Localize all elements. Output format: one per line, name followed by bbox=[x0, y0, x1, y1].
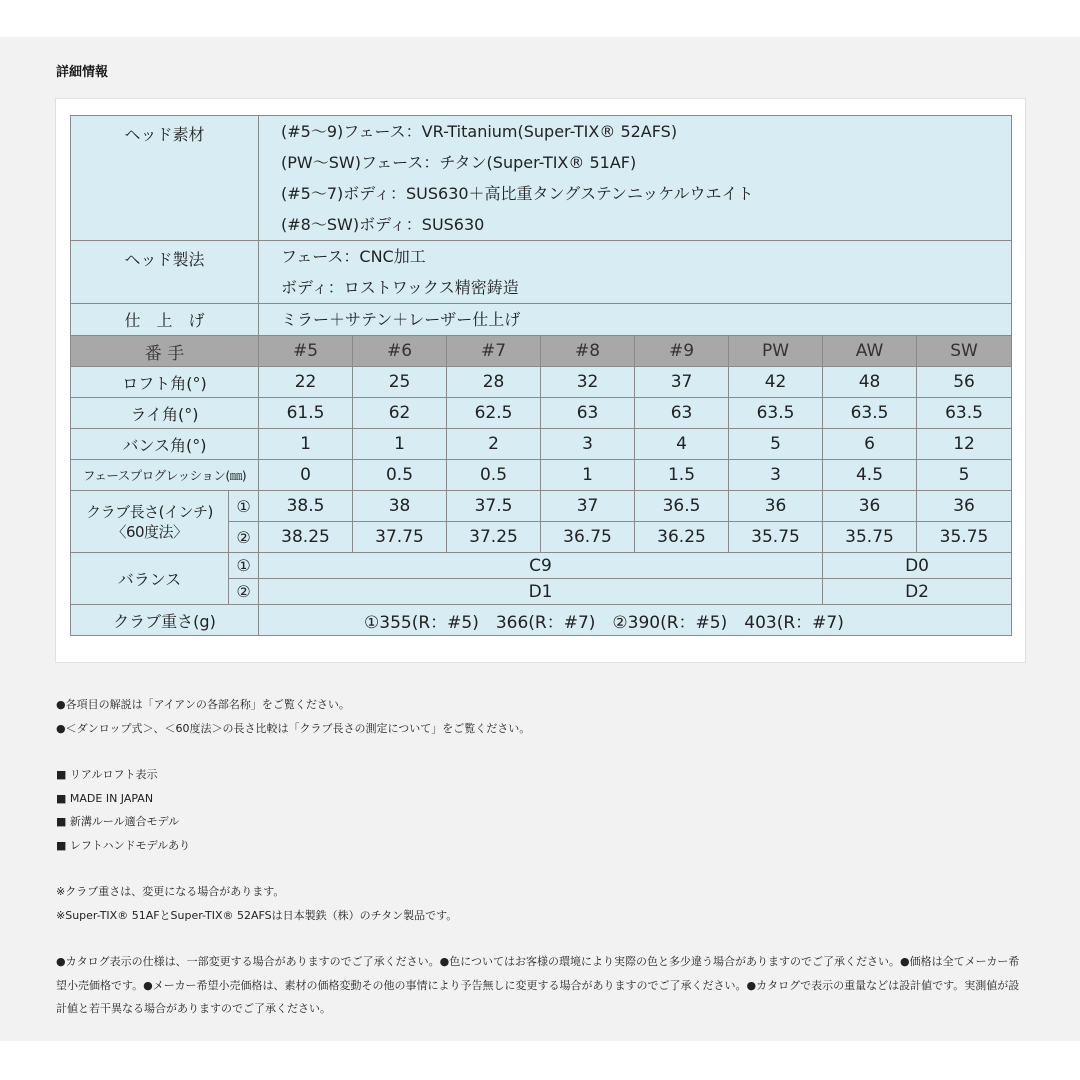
club-number: AW bbox=[823, 336, 917, 367]
club-number-label: 番 手 bbox=[71, 336, 259, 367]
spec-row-method bbox=[71, 241, 1012, 304]
length-value: 36 bbox=[823, 491, 917, 522]
bounce-value: 3 bbox=[541, 429, 635, 460]
loft-value: 22 bbox=[259, 367, 353, 398]
lie-label: ライ角(°) bbox=[71, 398, 259, 429]
feature-item: ■ MADE IN JAPAN bbox=[56, 791, 154, 805]
bounce-value: 12 bbox=[917, 429, 1012, 460]
bounce-value: 2 bbox=[447, 429, 541, 460]
length-value: 37.75 bbox=[353, 522, 447, 553]
length-label bbox=[71, 491, 229, 553]
material-line: (#5～9)フェース：VR-Titanium(Super-TIX® 52AFS) bbox=[281, 122, 678, 141]
length-value: 38 bbox=[353, 491, 447, 522]
spec-row-weight bbox=[71, 605, 1012, 636]
loft-value: 28 bbox=[447, 367, 541, 398]
length-value: 37 bbox=[541, 491, 635, 522]
club-number: #8 bbox=[541, 336, 635, 367]
note-ref: ●各項目の解説は「アイアンの各部名称」をご覧ください。 bbox=[56, 698, 350, 711]
feature-item: ■ リアルロフト表示 bbox=[56, 768, 158, 781]
spec-row-bounce bbox=[71, 429, 1012, 460]
loft-value: 48 bbox=[823, 367, 917, 398]
section-heading: 詳細情報 bbox=[56, 65, 109, 80]
spec-row-finish bbox=[71, 304, 1012, 336]
length-value: 35.75 bbox=[917, 522, 1012, 553]
balance-label: バランス bbox=[71, 553, 229, 605]
progression-value: 0.5 bbox=[447, 460, 541, 491]
method-line: フェース：CNC加工 bbox=[281, 247, 426, 266]
finish-value bbox=[259, 304, 1012, 336]
detail-section bbox=[0, 37, 1080, 1041]
length-value: 35.75 bbox=[823, 522, 917, 553]
material-line: (PW～SW)フェース：チタン(Super-TIX® 51AF) bbox=[281, 153, 637, 172]
note-ref: ●＜ダンロップ式＞、＜60度法＞の長さ比較は「クラブ長さの測定について」をご覧ください。 bbox=[56, 721, 531, 735]
length-value: 38.25 bbox=[259, 522, 353, 553]
material-value bbox=[259, 116, 1012, 241]
bounce-value: 1 bbox=[353, 429, 447, 460]
length-value: 38.5 bbox=[259, 491, 353, 522]
balance-iron-value: C9 bbox=[259, 553, 823, 579]
length-label-line: 〈60度法〉 bbox=[111, 522, 188, 541]
loft-value: 37 bbox=[635, 367, 729, 398]
loft-value: 42 bbox=[729, 367, 823, 398]
spec-row-loft bbox=[71, 367, 1012, 398]
loft-value: 56 bbox=[917, 367, 1012, 398]
lie-value: 62 bbox=[353, 398, 447, 429]
spec-table bbox=[70, 115, 1012, 636]
lie-value: 61.5 bbox=[259, 398, 353, 429]
remark: ※Super-TIX® 51AFとSuper-TIX® 52AFSは日本製鉄（株）のチタン製品です。 bbox=[56, 908, 458, 922]
lie-value: 63.5 bbox=[823, 398, 917, 429]
spec-card bbox=[55, 98, 1026, 663]
spec-row-material bbox=[71, 116, 1012, 241]
material-label: ヘッド素材 bbox=[71, 116, 259, 241]
balance-mark: ① bbox=[229, 553, 259, 579]
finish-text: ミラー＋サテン＋レーザー仕上げ bbox=[281, 310, 521, 329]
bounce-value: 5 bbox=[729, 429, 823, 460]
club-number: PW bbox=[729, 336, 823, 367]
length-value: 36 bbox=[917, 491, 1012, 522]
disclaimer: ●カタログ表示の仕様は、一部変更する場合がありますのでご了承ください。●色についてはお客様の環境により実際の色と多少違う場合がありますのでご了承ください。●価格は全てメーカー希望小売価格です。●メーカー希望小売価格は、素材の価格変動その他の事情により予告無しに変更する場合がありますのでご了承ください。●カタログで表示の重量などは設計値です。実測値が設計値と若干異なる場合がありますのでご了承ください。 bbox=[56, 955, 1020, 1015]
lie-value: 63 bbox=[635, 398, 729, 429]
loft-value: 25 bbox=[353, 367, 447, 398]
progression-value: 3 bbox=[729, 460, 823, 491]
bounce-value: 6 bbox=[823, 429, 917, 460]
club-number: SW bbox=[917, 336, 1012, 367]
lie-value: 62.5 bbox=[447, 398, 541, 429]
weight-value: ①355(R：#5) 366(R：#7) ②390(R：#5) 403(R：#7) bbox=[259, 605, 1012, 636]
length-value: 36.25 bbox=[635, 522, 729, 553]
length-value: 36.5 bbox=[635, 491, 729, 522]
finish-label: 仕 上 げ bbox=[71, 304, 259, 336]
club-number-header-row bbox=[71, 336, 1012, 367]
length-value: 35.75 bbox=[729, 522, 823, 553]
length-value: 37.25 bbox=[447, 522, 541, 553]
club-number: #9 bbox=[635, 336, 729, 367]
feature-item: ■ 新溝ルール適合モデル bbox=[56, 815, 180, 828]
spec-row-progression bbox=[71, 460, 1012, 491]
feature-item: ■ レフトハンドモデルあり bbox=[56, 838, 191, 852]
club-number: #7 bbox=[447, 336, 541, 367]
progression-value: 0.5 bbox=[353, 460, 447, 491]
loft-label: ロフト角(°) bbox=[71, 367, 259, 398]
bounce-value: 4 bbox=[635, 429, 729, 460]
remark: ※クラブ重さは、変更になる場合があります。 bbox=[56, 885, 285, 898]
material-line: (#5～7)ボディ：SUS630＋高比重タングステンニッケルウエイト bbox=[281, 184, 754, 203]
length-value: 36.75 bbox=[541, 522, 635, 553]
loft-value: 32 bbox=[541, 367, 635, 398]
spec-row-length-1 bbox=[71, 491, 1012, 522]
balance-wedge-value: D2 bbox=[823, 579, 1012, 605]
method-value bbox=[259, 241, 1012, 304]
length-label-line: クラブ長さ(インチ) bbox=[86, 502, 213, 521]
progression-value: 0 bbox=[259, 460, 353, 491]
length-value: 37.5 bbox=[447, 491, 541, 522]
progression-value: 1.5 bbox=[635, 460, 729, 491]
lie-value: 63.5 bbox=[917, 398, 1012, 429]
bounce-value: 1 bbox=[259, 429, 353, 460]
club-number: #5 bbox=[259, 336, 353, 367]
method-line: ボディ：ロストワックス精密鋳造 bbox=[281, 278, 519, 297]
spec-row-balance-1 bbox=[71, 553, 1012, 579]
progression-value: 4.5 bbox=[823, 460, 917, 491]
progression-value: 5 bbox=[917, 460, 1012, 491]
length-mark: ① bbox=[229, 491, 259, 522]
length-mark: ② bbox=[229, 522, 259, 553]
material-line: (#8～SW)ボディ：SUS630 bbox=[281, 215, 485, 234]
bounce-label: バンス角(°) bbox=[71, 429, 259, 460]
lie-value: 63 bbox=[541, 398, 635, 429]
progression-label: フェースプログレッション(㎜) bbox=[71, 460, 259, 491]
balance-iron-value: D1 bbox=[259, 579, 823, 605]
notes bbox=[56, 693, 1026, 1021]
weight-label: クラブ重さ(g) bbox=[71, 605, 259, 636]
balance-mark: ② bbox=[229, 579, 259, 605]
club-number: #6 bbox=[353, 336, 447, 367]
lie-value: 63.5 bbox=[729, 398, 823, 429]
method-label: ヘッド製法 bbox=[71, 241, 259, 304]
progression-value: 1 bbox=[541, 460, 635, 491]
length-value: 36 bbox=[729, 491, 823, 522]
spec-row-lie bbox=[71, 398, 1012, 429]
balance-wedge-value: D0 bbox=[823, 553, 1012, 579]
